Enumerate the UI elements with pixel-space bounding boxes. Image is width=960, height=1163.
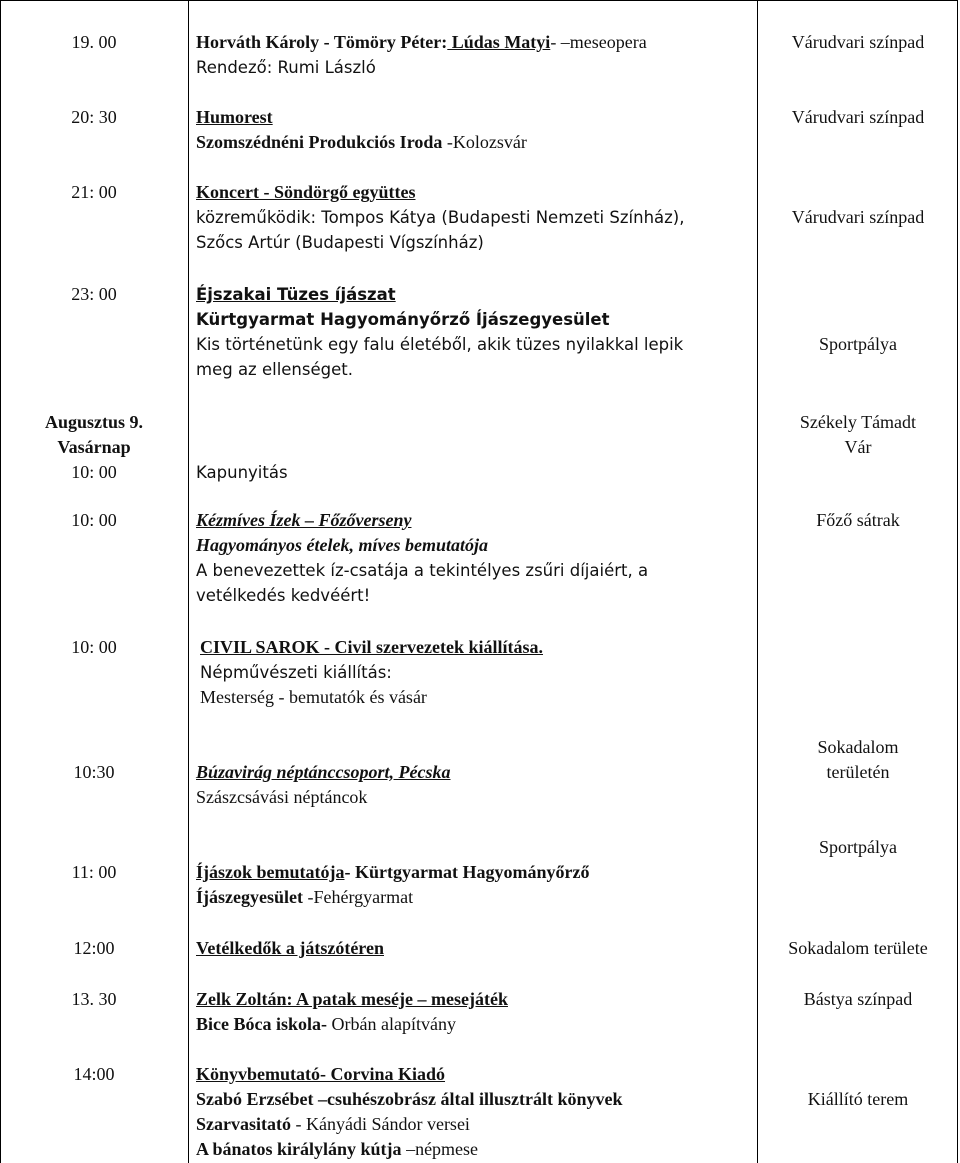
event-title: Humorest — [196, 107, 273, 127]
event-venue: Várudvari színpad — [791, 107, 925, 127]
event-description — [196, 508, 756, 608]
day-heading — [0, 410, 188, 485]
event-time: 10: 00 — [71, 637, 117, 657]
event-detail: Népművészeti kiállítás: — [200, 663, 392, 682]
event-time: 10:30 — [73, 762, 115, 782]
event-detail: Orbán alapítvány — [327, 1014, 456, 1034]
event-venue: Sportpálya — [819, 334, 897, 354]
event-description — [196, 282, 756, 382]
event-time: 20: 30 — [71, 107, 117, 127]
event-venue-line: Vár — [844, 437, 872, 457]
event-venue: Sokadalom területe — [788, 938, 928, 958]
event-detail: meg az ellenséget. — [196, 360, 353, 379]
event-time: 12:00 — [73, 938, 115, 958]
event-description — [196, 1062, 756, 1162]
event-description — [196, 105, 756, 155]
event-title: A bánatos királylány kútja — [196, 1139, 402, 1159]
event-title: CIVIL SAROK - Civil szervezetek kiállítása. — [200, 637, 543, 657]
event-time: 13. 30 — [71, 989, 117, 1009]
day-weekday: Vasárnap — [57, 437, 131, 457]
event-detail: Szőcs Artúr (Budapesti Vígszínház) — [196, 233, 484, 252]
event-detail: - Kányádi Sándor versei — [290, 1114, 470, 1134]
event-venue: Sportpálya — [819, 837, 897, 857]
event-description — [196, 30, 756, 80]
event-title: Kapunyitás — [196, 463, 288, 482]
event-title: Koncert - Söndörgő együttes — [196, 182, 416, 202]
event-time: 11: 00 — [71, 862, 117, 882]
event-description — [196, 860, 756, 910]
event-venue: Főző sátrak — [816, 510, 900, 530]
event-venue-line: Sokadalom — [817, 737, 899, 757]
event-detail: Szabó Erzsébet –csuhészobrász által illusztrált könyvek — [196, 1089, 623, 1109]
event-performer: Kürtgyarmat Hagyományőrző Íjászegyesület — [196, 310, 610, 329]
column-divider — [757, 0, 758, 1163]
event-description — [196, 760, 756, 810]
event-venue: Kiállító terem — [807, 1089, 909, 1109]
event-description — [196, 936, 756, 961]
event-detail: Rendező: Rumi László — [196, 58, 376, 77]
event-performer: - Kürtgyarmat Hagyományőrző — [344, 862, 590, 882]
event-performer: Íjászegyesület — [196, 887, 303, 907]
event-title: Vetélkedők a játszótéren — [196, 938, 384, 958]
event-title: Kézmíves Ízek – Főzőverseny — [196, 510, 412, 530]
event-venue-line: Székely Támadt — [799, 412, 917, 432]
event-detail: vetélkedés kedvéért! — [196, 586, 371, 605]
event-performer: Bice Bóca iskola- — [196, 1014, 327, 1034]
event-description — [200, 635, 760, 710]
event-detail: Mesterség - bemutatók és vásár — [200, 687, 427, 707]
event-detail: Kis történetünk egy falu életéből, akik tüzes nyilakkal lepik — [196, 335, 684, 354]
event-venue: Várudvari színpad — [791, 32, 925, 52]
event-title: Horváth Károly - Tömöry Péter: — [196, 32, 448, 52]
event-title: Szarvasitató — [196, 1114, 291, 1134]
event-title: Zelk Zoltán: A patak meséje – mesejáték — [196, 989, 508, 1009]
event-origin: -Kolozsvár — [442, 132, 527, 152]
event-title: Íjászok bemutatója — [196, 862, 345, 882]
column-divider — [188, 0, 189, 1163]
event-venue: Várudvari színpad — [791, 207, 925, 227]
event-time: 23: 00 — [71, 284, 117, 304]
day-date: Augusztus 9. — [44, 412, 144, 432]
event-performer: Szomszédnéni Produkciós Iroda — [196, 132, 443, 152]
event-time: 10: 00 — [71, 462, 117, 482]
event-description — [196, 460, 756, 485]
event-detail: közreműködik: Tompos Kátya (Budapesti Nemzeti Színház), — [196, 208, 685, 227]
event-subtitle: Hagyományos ételek, míves bemutatója — [196, 535, 488, 555]
event-title: Lúdas Matyi — [447, 32, 551, 52]
event-title: Könyvbemutató- Corvina Kiadó — [196, 1064, 446, 1084]
event-venue — [762, 735, 954, 785]
event-time: 21: 00 — [71, 182, 117, 202]
event-detail: Szászcsávási néptáncok — [196, 787, 368, 807]
event-detail: A benevezettek íz-csatája a tekintélyes zsűri díjaiért, a — [196, 561, 649, 580]
event-time: 19. 00 — [71, 32, 117, 52]
event-venue-line: területén — [826, 762, 890, 782]
event-description — [196, 987, 756, 1037]
event-description — [196, 180, 756, 255]
event-time: 10: 00 — [71, 510, 117, 530]
event-genre: - –meseopera — [550, 32, 647, 52]
event-origin: -Fehérgyarmat — [302, 887, 414, 907]
event-venue — [762, 410, 954, 460]
event-time: 14:00 — [73, 1064, 115, 1084]
event-title: Éjszakai Tüzes íjászat — [196, 285, 396, 304]
event-detail: –népmese — [401, 1139, 479, 1159]
event-title: Búzavirág néptánccsoport, Pécska — [196, 762, 451, 782]
event-venue: Bástya színpad — [803, 989, 913, 1009]
